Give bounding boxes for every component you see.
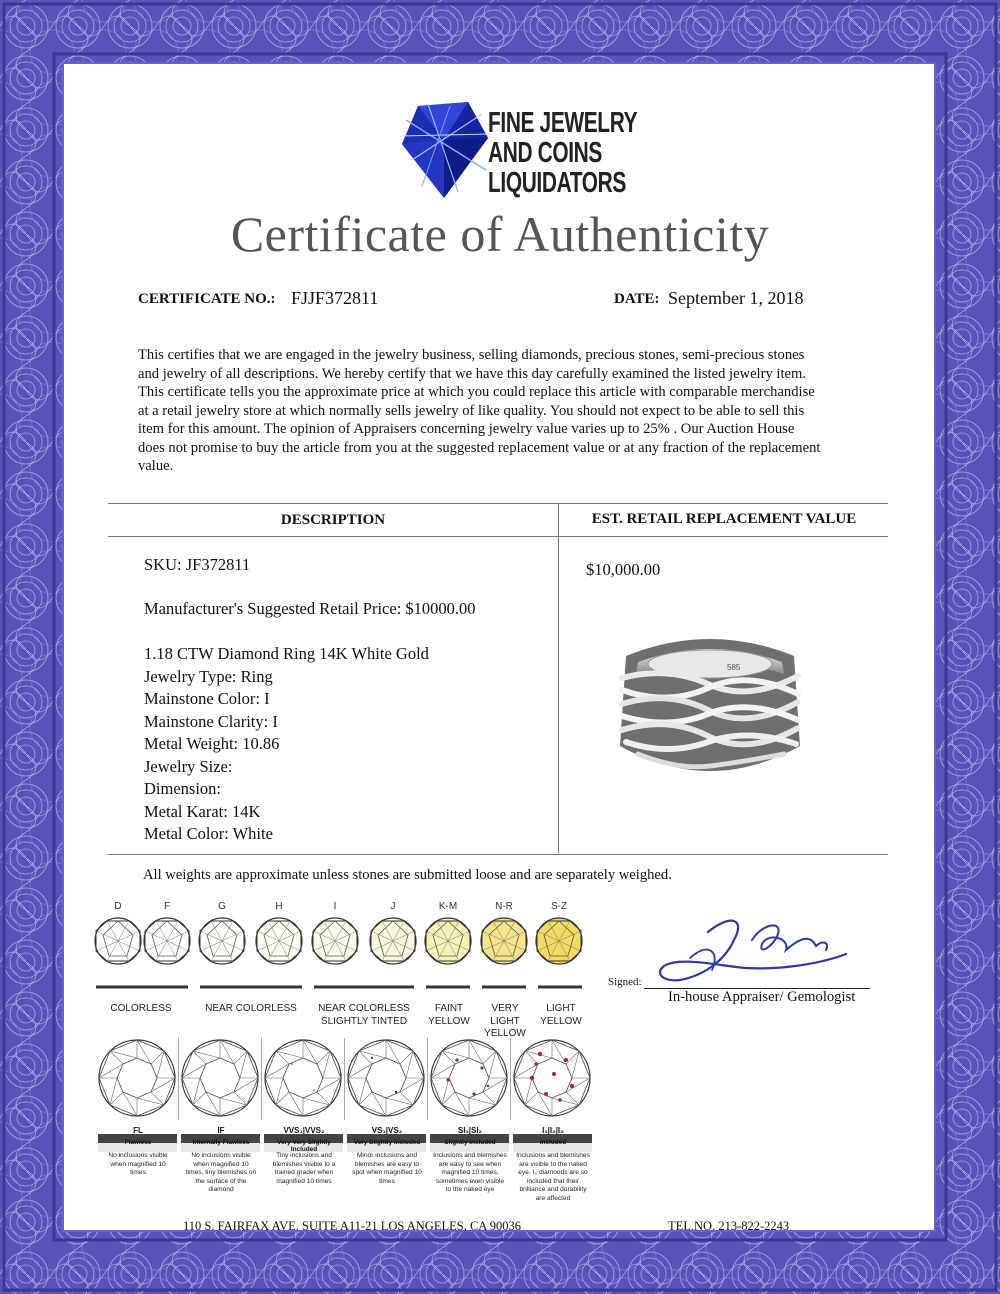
value-header: EST. RETAIL REPLACEMENT VALUE: [591, 511, 857, 527]
mainstone-color-line: Mainstone Color: I: [144, 689, 270, 708]
paragraph-line: and jewelry of all descriptions. We hereby certify that we have this day carefully examined the listed jewelry item.: [138, 365, 807, 382]
color-group-label: [100, 1003, 182, 1016]
company-logo-text: [488, 108, 637, 198]
clarity-scale-diamonds: [96, 1034, 594, 1124]
handwritten-signature: [650, 910, 860, 990]
clarity-desc-line: are visible to the naked: [519, 1160, 587, 1168]
paragraph-line: does not promise to buy the article from you at the suggested replacement value or at any fraction of the replacement: [138, 439, 821, 456]
jewelry-type-line: Jewelry Type: Ring: [144, 667, 273, 686]
clarity-description: [263, 1152, 345, 1186]
appraiser-title: In-house Appraiser/ Gemologist: [668, 989, 856, 1005]
color-grade-letter: G: [218, 901, 226, 912]
clarity-desc-line: Inclusions and blemishes: [516, 1152, 590, 1159]
color-grade-letter: I: [333, 901, 337, 912]
sku-line: SKU: JF372811: [144, 555, 251, 574]
clarity-desc-line: times, tiny blemishes on: [185, 1169, 257, 1177]
color-group-label: [310, 1003, 418, 1028]
gem-logo-icon: [398, 100, 490, 200]
clarity-desc-line: when magnified 10: [110, 1160, 166, 1168]
certificate-title: Certificate of Authenticity: [230, 206, 770, 262]
clarity-description: [429, 1152, 511, 1195]
color-group-line: YELLOW: [428, 1015, 470, 1027]
metal-color-line: Metal Color: White: [144, 824, 273, 843]
clarity-name: Included: [539, 1139, 567, 1146]
logo-line: LIQUIDATORS: [488, 167, 626, 199]
date-value: September 1, 2018: [668, 288, 804, 308]
clarity-desc-line: blemishes visible to a: [272, 1160, 336, 1168]
clarity-name: Flawless: [124, 1139, 152, 1146]
color-scale-diamonds: [92, 915, 592, 995]
clarity-code: IF: [217, 1126, 225, 1135]
clarity-desc-line: spot when magnified 10: [352, 1169, 422, 1177]
date-label: DATE:: [614, 291, 660, 307]
color-group-line: VERY LIGHT: [490, 1003, 520, 1027]
msrp-line: Manufacturer's Suggested Retail Price: $10000.00: [144, 599, 476, 618]
diamond-icon: [425, 918, 471, 964]
metal-karat-line: Metal Karat: 14K: [144, 802, 261, 821]
color-group-label: [534, 1003, 588, 1028]
color-group-label: [424, 1003, 474, 1028]
color-group-line: LIGHT: [546, 1003, 576, 1014]
diamond-icon: [256, 918, 302, 964]
certificate-number: FJJF372811: [291, 288, 379, 308]
clarity-desc-line: No inclusions visible: [108, 1152, 168, 1159]
clarity-code: VVS₁|VVS₂: [283, 1126, 325, 1135]
logo-line: AND COINS: [488, 137, 602, 169]
color-group-line: NEAR COLORLESS: [318, 1003, 410, 1014]
clarity-desc-line: included that their: [526, 1177, 580, 1185]
metal-weight-line: Metal Weight: 10.86: [144, 734, 280, 753]
clarity-desc-line: eye. I₃ diamonds are so: [518, 1169, 588, 1177]
paragraph-line: This certificate tells you the approximate price at which you could replace this article with comparable merchandise: [138, 384, 815, 400]
diamond-icon: [95, 918, 141, 964]
paragraph-line: item for this amount. The opinion of Appraisers concerning jewelry value varies up to 25% . Our Auction House: [138, 421, 795, 437]
diamond-icon: [481, 918, 527, 964]
item-title-line: 1.18 CTW Diamond Ring 14K White Gold: [144, 644, 429, 663]
clarity-diamond-icon: [99, 1040, 175, 1116]
color-group-line: FAINT: [434, 1003, 464, 1014]
ring-image: [608, 626, 812, 796]
clarity-description: [512, 1152, 594, 1204]
logo-line: FINE JEWELRY: [488, 107, 638, 139]
clarity-desc-line: brilliance and durability: [519, 1186, 587, 1194]
color-grade-letter: J: [390, 901, 396, 912]
ring-stamp: 585: [727, 663, 741, 672]
color-grade-letter: F: [163, 901, 171, 912]
clarity-desc-line: Inclusions and blemishes: [433, 1152, 507, 1159]
clarity-desc-line: magnified 10 times,: [441, 1169, 499, 1177]
dimension-line: Dimension:: [144, 779, 221, 798]
company-phone: TEL.NO. 213-822-2243: [668, 1219, 790, 1233]
clarity-diamond-icon: [265, 1040, 341, 1116]
color-group-line: COLORLESS: [110, 1003, 172, 1014]
clarity-code: FL: [133, 1126, 143, 1135]
table-header-divider: [108, 536, 888, 537]
color-group-label: [198, 1003, 304, 1016]
color-grade-letter: S-Z: [550, 901, 568, 912]
mainstone-clarity-line: Mainstone Clarity: I: [144, 712, 278, 731]
clarity-desc-line: to the naked eye: [445, 1186, 495, 1194]
color-grade-letter: K-M: [438, 901, 458, 912]
replacement-value: $10,000.00: [586, 560, 661, 579]
color-grade-letter: H: [275, 901, 283, 912]
table-column-divider: [558, 503, 559, 853]
clarity-desc-line: magnified 10 times: [276, 1177, 332, 1185]
signed-label: Signed:: [608, 976, 642, 988]
paragraph-line: This certifies that we are engaged in the jewelry business, selling diamonds, precious stones, semi-precious stones: [138, 347, 805, 363]
diamond-icon: [199, 918, 245, 964]
paragraph-line: value.: [138, 458, 174, 474]
clarity-description: [180, 1152, 262, 1195]
clarity-desc-line: when magnified 10: [193, 1160, 249, 1168]
clarity-desc-line: are easy to see when: [438, 1160, 502, 1168]
clarity-desc-line: times: [379, 1177, 395, 1185]
color-group-line: YELLOW: [540, 1015, 582, 1027]
clarity-diamond-icon: [431, 1040, 507, 1116]
company-address: 110 S. FAIRFAX AVE. SUITE A11-21 LOS ANGELES, CA 90036: [183, 1219, 521, 1233]
clarity-desc-line: blemishes are easy to: [354, 1160, 420, 1168]
clarity-desc-line: trained grader when: [274, 1169, 334, 1177]
certification-paragraph: [138, 346, 878, 476]
diamond-icon: [536, 918, 582, 964]
clarity-diamond-icon: [348, 1040, 424, 1116]
weights-footnote: All weights are approximate unless stones are submitted loose and are separately weighed.: [143, 867, 672, 883]
certificate-number-label: CERTIFICATE NO.:: [138, 291, 276, 307]
paragraph-line: at a retail jewelry store at which normally sells jewelry of like quality. You should not expect to be able to sell this: [138, 402, 805, 419]
clarity-desc-line: are affected: [535, 1194, 571, 1202]
clarity-desc-line: Minor inclusions and: [356, 1152, 418, 1159]
color-grade-letter: N-R: [495, 901, 513, 912]
clarity-diamond-icon: [514, 1040, 590, 1116]
jewelry-size-line: Jewelry Size:: [144, 757, 233, 776]
clarity-desc-line: sometimes even visible: [435, 1177, 505, 1185]
clarity-desc-line: the surface of the: [195, 1177, 247, 1185]
clarity-diamond-icon: [182, 1040, 258, 1116]
clarity-code: VS₁|VS₂: [371, 1126, 403, 1135]
clarity-desc-line: times: [130, 1169, 146, 1177]
diamond-icon: [144, 918, 190, 964]
color-group-line: YELLOW: [484, 1028, 526, 1039]
clarity-name: Very Very Slightly Included: [277, 1139, 331, 1153]
clarity-description: [346, 1152, 428, 1186]
color-grade-letter: D: [114, 901, 122, 912]
clarity-desc-line: No inclusions visible: [191, 1152, 251, 1159]
clarity-desc-line: diamond: [208, 1186, 234, 1194]
diamond-icon: [370, 918, 416, 964]
clarity-description: [97, 1152, 179, 1178]
color-group-line: SLIGHTLY TINTED: [320, 1015, 408, 1027]
description-header: DESCRIPTION: [280, 512, 386, 528]
color-group-line: NEAR COLORLESS: [205, 1003, 297, 1014]
clarity-name: Slightly Included: [444, 1139, 496, 1146]
clarity-name: Internally Flawless: [192, 1139, 250, 1146]
clarity-name: Very Slightly Included: [353, 1139, 421, 1146]
diamond-icon: [312, 918, 358, 964]
clarity-code: I₁|I₂|I₃: [542, 1126, 564, 1135]
clarity-desc-line: Tiny inclusions and: [276, 1152, 332, 1159]
clarity-code: SI₁|SI₂: [457, 1126, 483, 1135]
